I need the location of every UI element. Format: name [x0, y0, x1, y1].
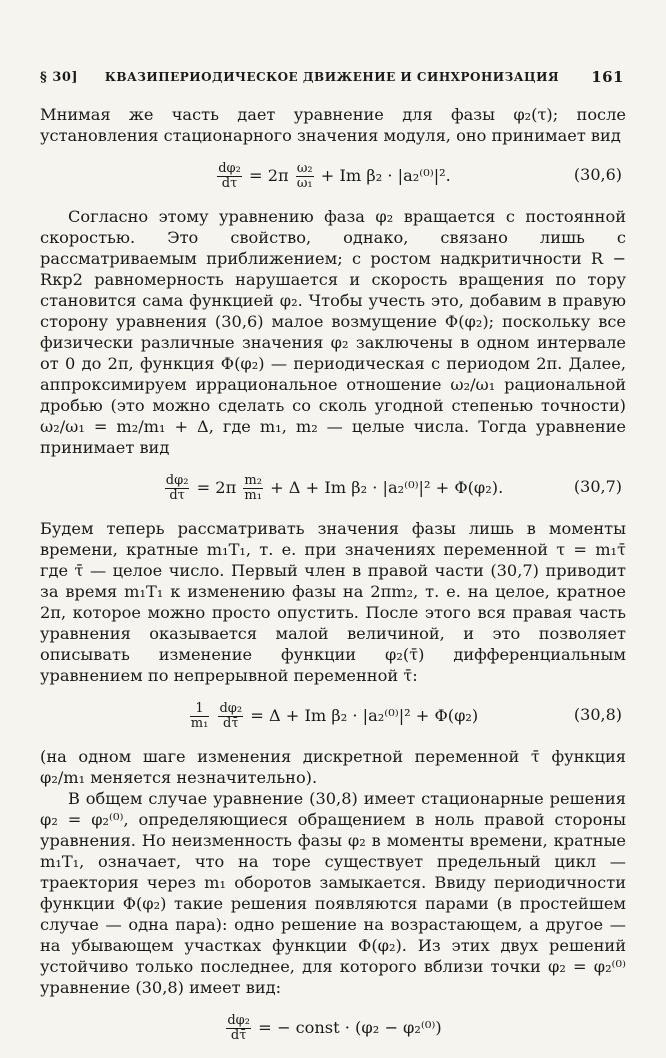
paragraph-5: В общем случае уравнение (30,8) имеет стационарные решения φ₂ = φ₂⁽⁰⁾, определяющиеся обращением в ноль правой стороны уравнения. Но неизменность фазы φ₂ в моменты времени, кратные m₁T₁, означает, что на торе существует предельный цикл — траектория через m₁ оборотов замыкается. Ввиду периодичности функции Φ(φ₂) такие решения появляются парами (в простейшем случае — одна пара): одно решение на возрастающем, а другое — на убывающем участках функции Φ(φ₂). Из этих двух решений устойчиво только последнее, для которого вблизи точки φ₂ = φ₂⁽⁰⁾ уравнение (30,8) имеет вид: — [40, 789, 626, 997]
equation-number: (30,8) — [573, 705, 622, 724]
omega-ratio-fraction: $\frac{\text{ω₂}}{\text{ω₁}}$ — [296, 161, 313, 191]
derivative-fraction: $\frac{\text{dφ₂}}{d\tau}$ — [165, 473, 189, 503]
paragraph-3: Будем теперь рассматривать значения фазы лишь в моменты времени, кратные m₁T₁, т. е. при значениях переменной τ = m₁τ̄ где τ̄ — целое число. Первый член в правой части (30,7) приводит за время m₁T₁ к изменению фазы на 2πm₂, т. е. на целое, кратное 2π, которое можно просто опустить. После этого вся правая часть уравнения оказывается малой величиной, и это позволяет описывать изменение функции φ₂(τ̄) дифференциальным уравнением по непрерывной переменной τ̄: — [40, 519, 626, 685]
running-title: КВАЗИПЕРИОДИЧЕСКОЕ ДВИЖЕНИЕ И СИНХРОНИЗАЦИЯ — [104, 70, 560, 84]
paragraph-2: Согласно этому уравнению фаза φ₂ вращается с постоянной скоростью. Это свойство, однако, связано лишь с рассматриваемым приближением; с ростом надкритичности R − Rкр2 равномерность нарушается и скорость вращения по тору становится сама функцией φ₂. Чтобы учесть это, добавим в правую сторону уравнения (30,6) малое возмущение Φ(φ₂); поскольку все физически различные значения φ₂ заключены в одном интервале от 0 до 2π, функция Φ(φ₂) — периодическая с периодом 2π. Далее, аппроксимируем иррациональное отношение ω₂/ω₁ рациональной дробью (это можно сделать со сколь угодной степенью точности) ω₂/ω₁ = m₂/m₁ + Δ, где m₁, m₂ — целые числа. Тогда уравнение принимает вид — [40, 207, 626, 457]
equation-number: (30,6) — [573, 165, 622, 184]
equation-30-8: $\frac{1}{\text{m₁}}$ $\frac{\text{dφ₂}}{d\taū}$ = Δ + Im β₂ · |a₂⁽⁰⁾|² + Φ(φ₂) (30,8) — [190, 701, 622, 731]
running-header — [40, 70, 624, 92]
section-marker: § 30] — [40, 70, 79, 85]
equation-30-6: $\frac{\text{dφ₂}}{d\tau}$ = 2π $\frac{\text{ω₂}}{\text{ω₁}}$ + Im β₂ · |a₂⁽⁰⁾|². (30,6) — [218, 161, 622, 191]
m-ratio-fraction: $\frac{\text{m₂}}{\text{m₁}}$ — [244, 473, 262, 503]
derivative-fraction: $\frac{\text{dφ₂}}{d\tau}$ — [218, 161, 241, 191]
equation-number: (30,7) — [573, 477, 622, 496]
page-number: 161 — [591, 68, 624, 86]
equation-30-7: $\frac{\text{dφ₂}}{d\tau}$ = 2π $\frac{\text{m₂}}{\text{m₁}}$ + Δ + Im β₂ · |a₂⁽⁰⁾|² + Φ(φ₂). (30,7) — [165, 473, 622, 503]
body-text — [40, 104, 626, 1058]
paragraph-4: (на одном шаге изменения дискретной переменной τ̄ функция φ₂/m₁ меняется незначительно). — [40, 747, 626, 787]
derivative-fraction: $\frac{\text{dφ₂}}{d\taū}$ — [227, 1013, 250, 1043]
derivative-fraction: $\frac{\text{dφ₂}}{d\taū}$ — [219, 701, 243, 731]
equation-stable-solution: $\frac{\text{dφ₂}}{d\taū}$ = − const · (φ₂ − φ₂⁽⁰⁾) — [227, 1013, 442, 1043]
inverse-m1-fraction: $\frac{1}{\text{m₁}}$ — [190, 701, 209, 731]
paragraph-1: Мнимая же часть дает уравнение для фазы φ₂(τ); после установления стационарного значения модуля, оно принимает вид — [40, 105, 626, 145]
